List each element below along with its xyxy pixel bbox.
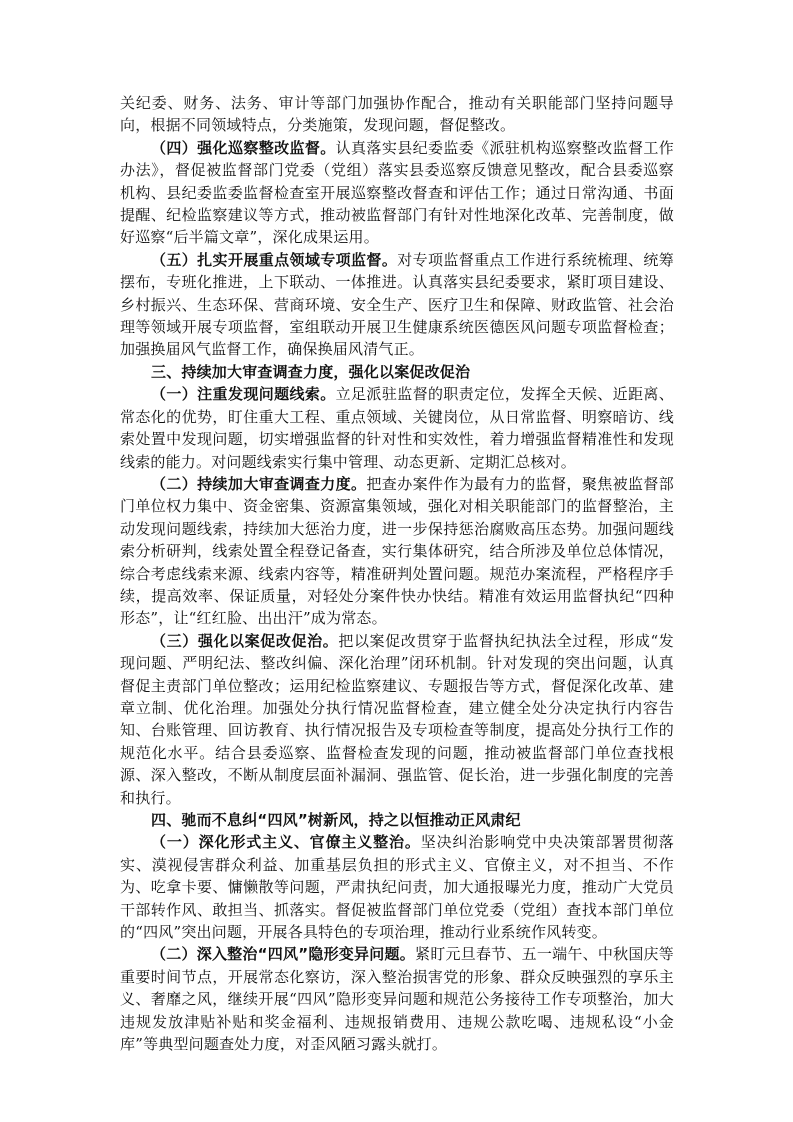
paragraph-text: 认真落实县纪委监委《派驻机构巡察整改监督工作办法》，督促被监督部门党委（党组）落实县委巡察反馈意见整改，配合县委巡察机构、县纪委监委监督检查室开展巡察整改督查和评估工作；通过日常沟通、书面提醒、纪检监察建议等方式，推动被监督部门有针对性地深化改革、完善制度，做好巡察“后半篇文章”，深化成果运用。 [120, 138, 674, 247]
paragraph-patrol-rectification [120, 137, 674, 249]
section-heading-4: 四、驰而不息纠“四风”树新风，持之以恒推动正风肃纪 [151, 811, 521, 829]
paragraph-clue-discovery [120, 383, 674, 473]
document-body [120, 92, 674, 1055]
paragraph-formalism [120, 831, 674, 943]
paragraph-lead: （五）扎实开展重点领域专项监督。 [151, 250, 398, 269]
paragraph-text: 紧盯元旦春节、五一端午、中秋国庆等重要时间节点，开展常态化察访，深入整治损害党的形象、群众反映强烈的享乐主义、奢靡之风，继续开展“四风”隐形变异问题和规范公务接待工作专项整治，加大违规发放津贴补贴和奖金福利、违规报销费用、违规公款吃喝、违规私设“小金库”等典型问题查处力度，对歪风陋习露头就打。 [120, 945, 674, 1054]
paragraph-four-styles [120, 943, 674, 1055]
paragraph-lead: （一）深化形式主义、官僚主义整治。 [151, 833, 421, 852]
paragraph-text: 对专项监督重点工作进行系统梳理、统筹摆布，专班化推进，上下联动、一体推进。认真落实县纪委要求，紧盯项目建设、乡村振兴、生态环保、营商环境、安全生产、医疗卫生和保障、财政监管、社会治理等领域开展专项监督，室组联动开展卫生健康系统医德医风问题专项监督检查；加强换届风气监督工作，确保换届风清气正。 [120, 250, 674, 359]
paragraph-lead: （二）深入整治“四风”隐形变异问题。 [151, 945, 415, 964]
section-heading-3: 三、持续加大审查调查力度，强化以案促改促治 [151, 362, 471, 381]
paragraph-continuation [120, 92, 674, 137]
paragraph-text: 把查办案件作为最有力的监督，聚焦被监督部门单位权力集中、资金密集、资源富集领域，强化对相关职能部门的监督整治，主动发现问题线索，持续加大惩治力度，进一步保持惩治腐败高压态势。加强问题线索分析研判，线索处置全程登记备查，实行集体研究，结合所涉及单位总体情况，综合考虑线索来源、线索内容等，精准研判处置问题。规范办案流程，严格程序手续，提高效率、保证质量，对轻处分案件快办快结。精准有效运用监督执纪“四种形态”，让“红红脸、出出汗”成为常态。 [120, 474, 674, 628]
paragraph-lead: （一）注重发现问题线索。 [151, 385, 336, 404]
paragraph-case-reform [120, 630, 674, 809]
paragraph-text: 关纪委、财务、法务、审计等部门加强协作配合，推动有关职能部门坚持问题导向，根据不同领域特点，分类施策，发现问题，督促整改。 [120, 94, 674, 135]
paragraph-text: 立足派驻监督的职责定位，发挥全天候、近距离、常态化的优势，盯住重大工程、重点领域、关键岗位，从日常监督、明察暗访、线索处置中发现问题，切实增强监督的针对性和实效性，着力增强监督精准性和发现线索的能力。对问题线索实行集中管理、动态更新、定期汇总核对。 [120, 385, 674, 471]
paragraph-special-supervision [120, 249, 674, 361]
paragraph-text: 把以案促改贯穿于监督执纪执法全过程，形成“发现问题、严明纪法、整改纠偏、深化治理”闭环机制。针对发现的突出问题，认真督促主责部门单位整改；运用纪检监察建议、专题报告等方式，督促深化改革、建章立制、优化治理。加强处分执行情况监督检查，建立健全处分决定执行内容告知、台账管理、回访教育、执行情况报告及专项检查等制度，提高处分执行工作的规范化水平。结合县委巡察、监督检查发现的问题，推动被监督部门单位查找根源、深入整改，不断从制度层面补漏洞、强监管、促长治，进一步强化制度的完善和执行。 [120, 631, 674, 807]
paragraph-lead: （三）强化以案促改促治。 [151, 631, 339, 650]
paragraph-investigation [120, 473, 674, 630]
paragraph-lead: （二）持续加大审查调查力度。 [151, 474, 367, 493]
paragraph-lead: （四）强化巡察整改监督。 [151, 138, 336, 157]
paragraph-text: 坚决纠治影响党中央决策部署贯彻落实、漠视侵害群众利益、加重基层负担的形式主义、官僚主义，对不担当、不作为、吃拿卡要、慵懒散等问题，严肃执纪问责，加大通报曝光力度，推动广大党员干部转作风、敢担当、抓落实。督促被监督部门单位党委（党组）查找本部门单位的“四风”突出问题，开展各具特色的专项治理，推动行业系统作风转变。 [120, 833, 674, 942]
